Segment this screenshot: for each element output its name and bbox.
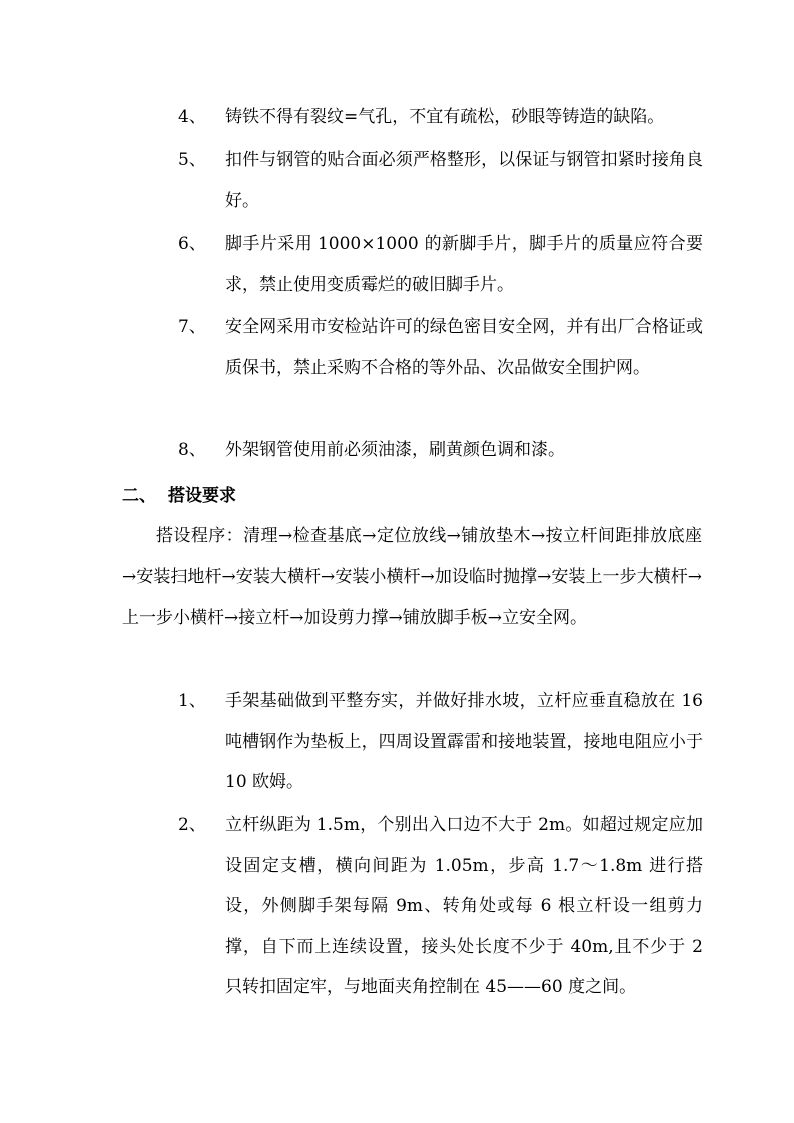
section-heading [122,476,236,516]
section-number: 二、 [122,486,156,506]
item-number: 7、 [178,317,206,337]
item-text: 立杆纵距为 1.5m，个别出入口边不大于 2m。如超过规定应加设固定支槽，横向间距为 1.05m，步高 1.7～1.8m 进行搭设，外侧脚手架每隔 9m、转角处或每 6 根立杆设一组剪力撑，自下而上连续设置，接头处长度不少于 40m,且不少于 2 只转扣固定牢，与地面夹角控制在 45——60 度之间。 [225,815,703,997]
item-text: 扣件与钢管的贴合面必须严格整形，以保证与钢管扣紧时接角良好。 [225,150,703,211]
item-text: 外架钢管使用前必须油漆，刷黄颜色调和漆。 [225,440,565,460]
section-title: 搭设要求 [168,486,236,506]
item-text: 铸铁不得有裂纹=气孔，不宜有疏松，砂眼等铸造的缺陷。 [225,107,665,127]
item-text: 脚手片采用 1000×1000 的新脚手片，脚手片的质量应符合要求，禁止使用变质霉烂的破旧脚手片。 [225,234,703,295]
item-number: 8、 [178,440,206,460]
item-number: 1、 [178,691,206,711]
item-number: 4、 [178,107,206,127]
procedure-paragraph: 搭设程序：清理→检查基底→定位放线→铺放垫木→按立杆间距排放底座→安装扫地杆→安装大横杆→安装小横杆→加设临时抛撑→安装上一步大横杆→上一步小横杆→接立杆→加设剪力撑→铺放脚手板→立安全网。 [122,526,702,628]
item-number: 2、 [178,815,206,835]
item-text: 手架基础做到平整夯实，并做好排水坡，立杆应垂直稳放在 16 吨槽钢作为垫板上，四周设置霹雷和接地装置，接地电阻应小于 10 欧姆。 [225,691,703,792]
item-text: 安全网采用市安检站许可的绿色密目安全网，并有出厂合格证或质保书，禁止采购不合格的等外品、次品做安全围护网。 [225,317,703,378]
item-number: 5、 [178,150,206,170]
item-number: 6、 [178,234,206,254]
